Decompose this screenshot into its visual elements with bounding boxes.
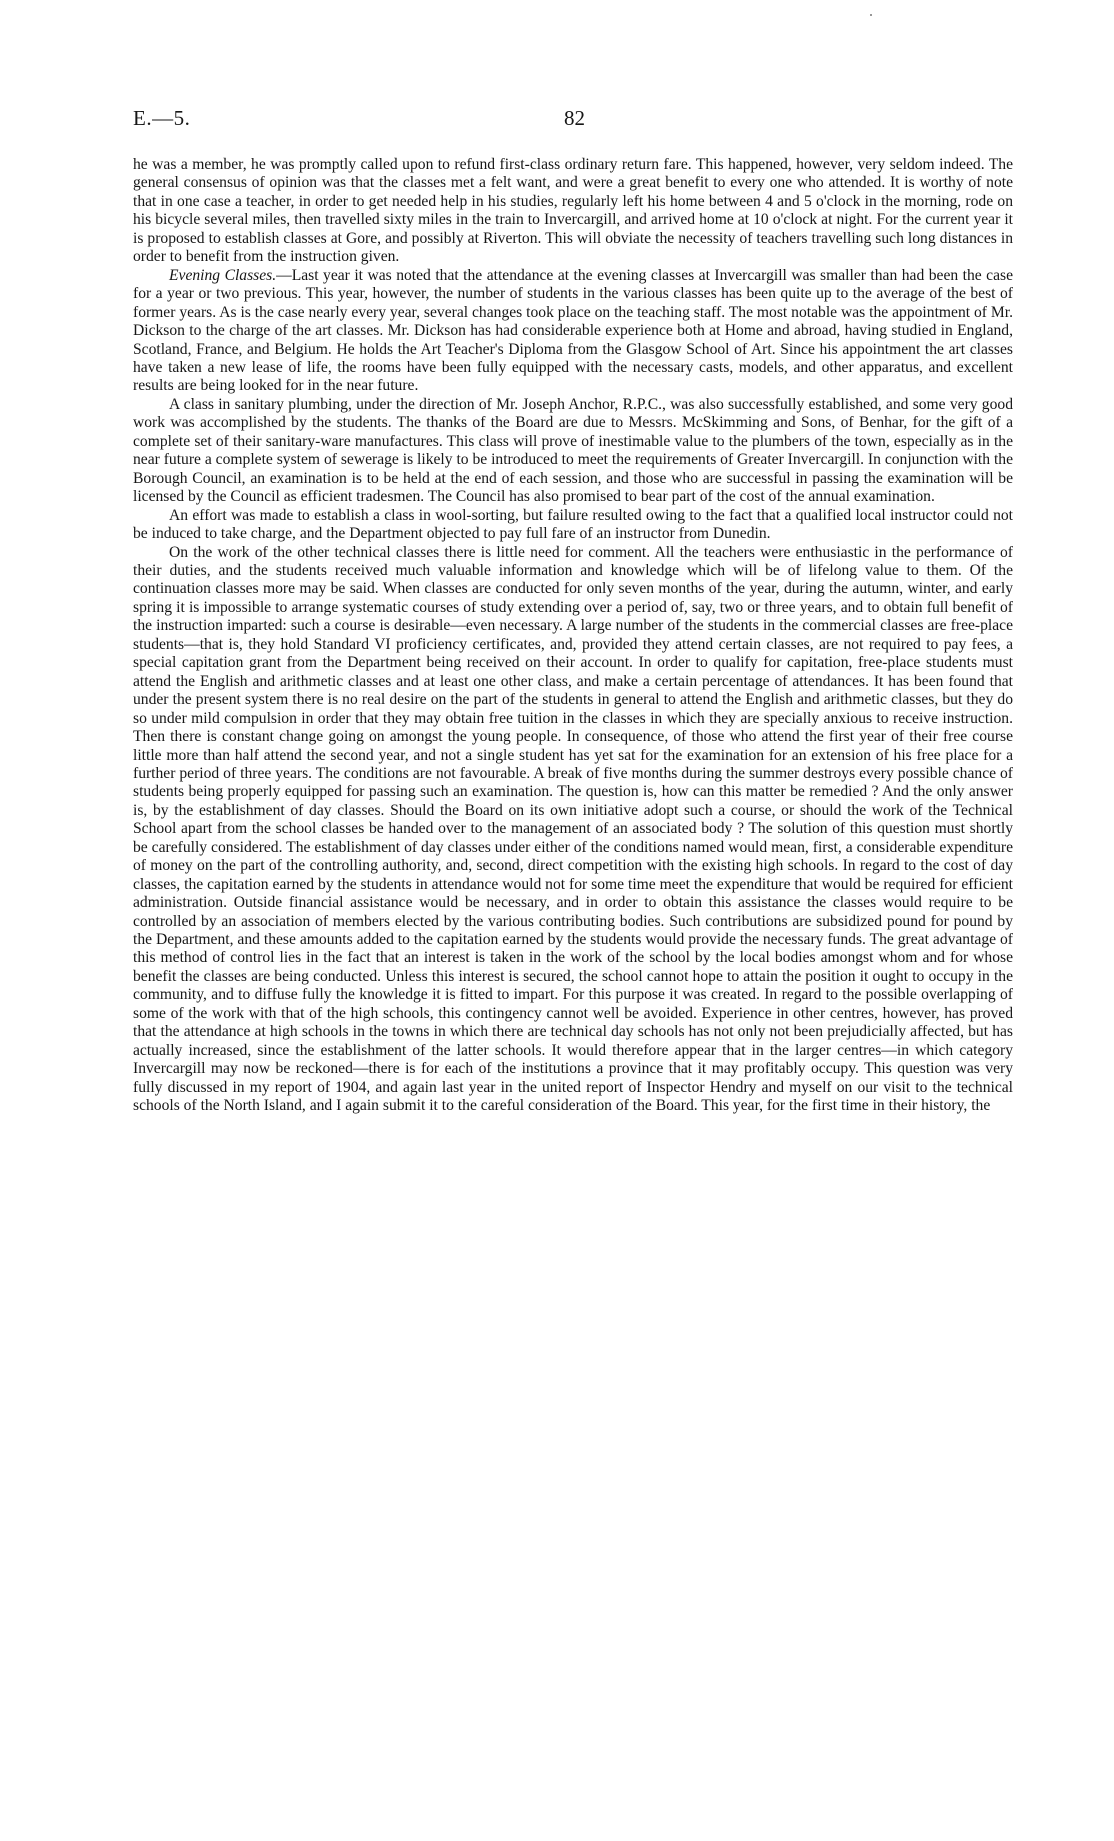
paragraph [133, 507, 1013, 544]
paragraph-text: An effort was made to establish a class in wool-sorting, but failure resulted owing to the fact that a qualified local instructor could not be induced to take charge, and the Department objected to pay full fare of an instructor from Dunedin. [133, 506, 1013, 543]
page-header [133, 106, 1013, 136]
paragraph [133, 544, 1013, 1116]
paragraph-text: On the work of the other technical classes there is little need for comment. All the teachers were enthusiastic in the performance of their duties, and the students received much valuable information and knowledge which will be of lifelong value to them. Of the continuation classes more may be said. When classes are conducted for only seven months of the year, during the autumn, winter, and early spring it is impossible to arrange systematic courses of study extending over a period of, say, two or three years, and to obtain full benefit of the instruction imparted: such a course is desirable—even necessary. A large number of the students in the commercial classes are free-place students—that is, they hold Standard VI proficiency certificates, and, provided they attend certain classes, are not required to pay fees, a special capitation grant from the Department being received on their account. In order to qualify for capitation, free-place students must attend the English and arithmetic classes and at least one other class, and make a certain percentage of attendances. It has been found that under the present system there is no real desire on the part of the students in general to attend the English and arithmetic classes, but they do so under mild compulsion in order that they may obtain free tuition in the classes in which they are specially anxious to receive instruction. Then there is constant change going on amongst the young people. In consequence, of those who attend the first year of their free course little more than half attend the second year, and not a single student has yet sat for the examination for an extension of his free place for a further period of three years. The conditions are not favourable. A break of five months during the summer destroys every possible chance of students being properly equipped for passing such an examination. The question is, how can this matter be remedied ? And the only answer is, by the establishment of day classes. Should the Board on its own initiative adopt such a course, or should the work of the Technical School apart from the school classes be handed over to the management of an associated body ? The solution of this question must shortly be carefully considered. The establishment of day classes under either of the conditions named would mean, first, a considerable expenditure of money on the part of the controlling authority, and, second, direct competition with the existing high schools. In regard to the cost of day classes, the capitation earned by the students in attendance would not for some time meet the expenditure that would be required for efficient administration. Outside financial assistance would be necessary, and in order to obtain this assistance the classes would require to be controlled by an association of members elected by the various contributing bodies. Such contributions are subsidized pound for pound by the Department, and these amounts added to the capitation earned by the students would provide the necessary funds. The great advantage of this method of control lies in the fact that an interest is taken in the work of the school by the local bodies amongst whom and for whose benefit the classes are being conducted. Unless this interest is secured, the school cannot hope to attain the position it ought to occupy in the community, and to diffuse fully the knowledge it is fitted to impart. For this purpose it was created. In regard to the possible overlapping of some of the work with that of the high schools, this contingency cannot well be avoided. Experience in other centres, however, has proved that the attendance at high schools in the towns in which there are technical day schools has not only not been prejudicially affected, but has actually increased, since the establishment of the latter schools. It would therefore appear that in the larger centres—in which category Invercargill may now be reckoned—there is for each of the institutions a province that it may profitably occupy. This question was very fully discussed in my report of 1904, and again last year in the united report of Inspector Hendry and myself on our visit to the technical schools of the North Island, and I again submit it to the careful consideration of the Board. This year, for the first time in their history, the [133, 543, 1013, 1115]
paragraph-text: —Last year it was noted that the attendance at the evening classes at Invercargill was smaller than had been the case for a year or two previous. This year, however, the number of students in the various classes has been quite up to the average of the best of former years. As is the case nearly every year, several changes took place on the teaching staff. The most notable was the appointment of Mr. Dickson to the charge of the art classes. Mr. Dickson has had considerable experience both at Home and abroad, having studied in England, Scotland, France, and Belgium. He holds the Art Teacher's Diploma from the Glasgow School of Art. Since his appointment the art classes have taken a new lease of life, the rooms have been fully equipped with the necessary casts, models, and other apparatus, and excellent results are being looked for in the near future. [133, 266, 1013, 395]
paragraph [133, 156, 1013, 267]
paragraph-text: A class in sanitary plumbing, under the direction of Mr. Joseph Anchor, R.P.C., was also successfully established, and some very good work was accomplished by the students. The thanks of the Board are due to Messrs. McSkimming and Sons, of Benhar, for the gift of a complete set of their sanitary-ware manufactures. This class will prove of inestimable value to the plumbers of the town, especially as in the near future a complete system of sewerage is likely to be introduced to meet the requirements of Greater Invercargill. In conjunction with the Borough Council, an examination is to be held at the end of each session, and those who are successful in passing the examination will be licensed by the Council as efficient tradesmen. The Council has also promised to bear part of the cost of the annual examination. [133, 395, 1014, 506]
body-text [133, 156, 1013, 1116]
page-number: 82 [564, 106, 585, 130]
paragraph [133, 267, 1013, 396]
document-reference: E.—5. [133, 106, 191, 130]
scan-speck [870, 14, 872, 16]
paragraph [133, 396, 1013, 507]
paragraph-text: he was a member, he was promptly called upon to refund first-class ordinary return fare. This happened, however, very seldom indeed. The general consensus of opinion was that the classes met a felt want, and were a great benefit to every one who attended. It is worthy of note that in one case a teacher, in order to get needed help in his studies, regularly left his home between 4 and 5 o'clock in the morning, rode on his bicycle several miles, then travelled sixty miles in the train to Invercargill, and arrived home at 10 o'clock at night. For the current year it is proposed to establish classes at Gore, and possibly at Riverton. This will obviate the necessity of teachers travelling such long distances in order to benefit from the instruction given. [133, 156, 1013, 266]
section-lead: Evening Classes. [169, 266, 277, 284]
